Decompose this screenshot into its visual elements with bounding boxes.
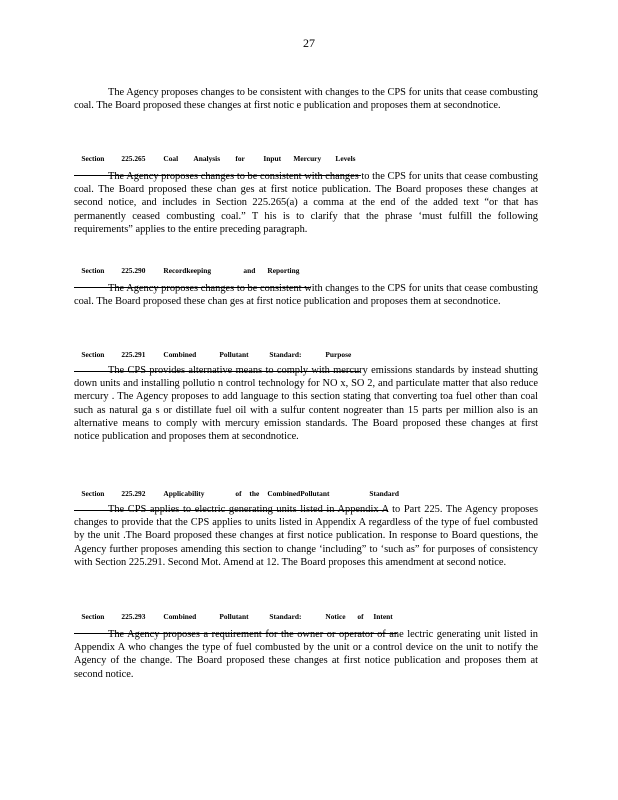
paragraph-intro	[74, 86, 538, 112]
paragraph-text: The CPS applies to electric generating units listed in Appendix A to Part 225. The Agency proposes changes to provide that the CPS applies to units listed in Appendix A regardless of the type of fuel combusted by the unit .The Board proposed these changes at first notice publication. In response to Board questions, the Agency further proposes amending this section to change ‘including” to ‘such as” for purposes of consistency with Section 225.291. Second Mot. Amend at 12. The Board proposes this amendment at second notice.	[74, 504, 538, 568]
section-heading-225-293: Section 225.293 Combined Pollutant Standard: Notice of Intent	[74, 602, 397, 634]
paragraph-225-292	[74, 503, 538, 569]
paragraph-text: The Agency proposes a requirement for the owner or operator of ane lectric generating unit listed in Appendix A who changes the type of fuel combusted by the unit or a control device on the unit to notify the Agency of the change. The Board proposed these changes at first notice publication and proposes them at second notice.	[74, 629, 538, 680]
paragraph-text: The Agency proposes changes to be consistent with changes to the CPS for units that cease combusting coal. The Board proposed these chan ges at first notice publication. The Board proposes these changes at second notice, and includes in Section 225.265(a) a comma at the end of the added text “or that has permanently ceased combusting coal.” T his is to clarify that the phrase ‘must fulfill the following requirements” applies to the entire preceding paragraph.	[74, 171, 538, 235]
paragraph-225-265	[74, 170, 538, 236]
section-heading-225-290: Section 225.290 Recordkeeping and Reporting	[74, 256, 311, 288]
paragraph-text: The CPS provides alternative means to comply with mercury emissions standards by instead shutting down units and installing pollutio n control technology for NO x, SO 2, and particulate matter that also reduce mercury . The Agency proposes to add language to this section stating that converting toa fuel other than coal such as natural ga s or distillate fuel oil with a sulfur content nogreater than 15 parts per million also is an alternative means to comply with mercury emission standards. The Board proposed these changes at first notice publication and proposes them at secondnotice.	[74, 365, 538, 443]
page-number: 27	[303, 36, 315, 50]
paragraph-text: The Agency proposes changes to be consistent with changes to the CPS for units that cease combusting coal. The Board proposed these chan ges at first notice publication and proposes them at secondnotice.	[74, 283, 538, 308]
paragraph-text: The Agency proposes changes to be consistent with changes to the CPS for units that cease combusting coal. The Board proposed these changes at first notic e publication and proposes them at secondnotice.	[74, 87, 538, 112]
paragraph-225-291	[74, 364, 538, 443]
paragraph-225-293	[74, 628, 538, 681]
section-heading-225-291: Section 225.291 Combined Pollutant Standard: Purpose	[74, 340, 360, 372]
paragraph-225-290	[74, 282, 538, 308]
section-heading-225-265: Section 225.265 Coal Analysis for Input Mercury Levels	[74, 144, 361, 176]
section-heading-225-292: Section 225.292 Applicability of the CombinedPollutant Standard	[74, 479, 388, 511]
